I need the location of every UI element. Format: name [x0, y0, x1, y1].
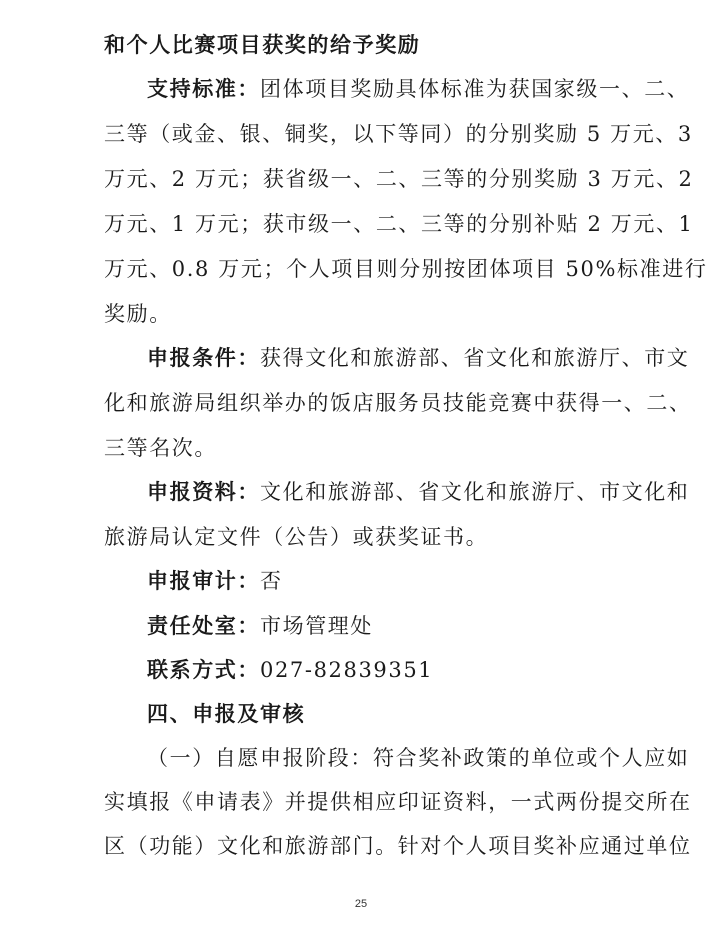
- paragraph-responsible-office: [147, 611, 618, 641]
- text-contact-phone: 027-82839351: [260, 658, 434, 682]
- body-line: [104, 787, 692, 817]
- paragraph-support-standard: [147, 74, 690, 104]
- label-contact: 联系方式：: [147, 658, 260, 682]
- body-line: [104, 831, 692, 861]
- label-application-materials: 申报资料：: [147, 480, 260, 504]
- body-text: 区（功能）文化和旅游部门。针对个人项目奖补应通过单位: [104, 834, 692, 858]
- page-number: 25: [354, 898, 368, 910]
- paragraph-voluntary-application: [147, 743, 690, 773]
- body-text: 三等名次。: [104, 436, 217, 460]
- paragraph-contact: [147, 655, 618, 685]
- text-application-materials: 文化和旅游部、省文化和旅游厅、市文化和: [260, 480, 690, 504]
- body-text: 万元、0.8 万元；个人项目则分别按团体项目 50%标准进行: [104, 257, 708, 281]
- label-responsible-office: 责任处室：: [147, 614, 260, 638]
- section-heading-text: 四、申报及审核: [147, 702, 306, 726]
- body-line: [104, 119, 693, 149]
- label-support-standard: 支持标准：: [147, 77, 260, 101]
- body-line: [104, 209, 694, 239]
- body-text: 万元、1 万元；获市级一、二、三等的分别补贴 2 万元、1: [104, 212, 694, 236]
- body-text: 实填报《申请表》并提供相应印证资料，一式两份提交所在: [104, 790, 692, 814]
- body-line: [104, 164, 694, 194]
- paragraph-application-conditions: [147, 343, 690, 373]
- body-text: 化和旅游局组织举办的饭店服务员技能竞赛中获得一、二、: [104, 391, 692, 415]
- paragraph-application-materials: [147, 477, 690, 507]
- text-audit: 否: [260, 569, 283, 593]
- body-text: 奖励。: [104, 302, 172, 326]
- label-audit: 申报审计：: [147, 569, 260, 593]
- heading-line-continued: [104, 30, 618, 60]
- text-responsible-office: 市场管理处: [260, 614, 373, 638]
- body-line: [104, 299, 618, 329]
- text-application-conditions: 获得文化和旅游部、省文化和旅游厅、市文: [260, 346, 690, 370]
- section-heading: [147, 699, 618, 729]
- body-text: 三等（或金、银、铜奖，以下等同）的分别奖励 5 万元、3: [104, 122, 693, 146]
- body-line: [104, 433, 618, 463]
- body-text: 万元、2 万元；获省级一、二、三等的分别奖励 3 万元、2: [104, 167, 694, 191]
- body-text: （一）自愿申报阶段：符合奖补政策的单位或个人应如: [147, 746, 690, 770]
- paragraph-audit: [147, 566, 618, 596]
- body-line: [104, 388, 692, 418]
- label-application-conditions: 申报条件：: [147, 346, 260, 370]
- text-support-standard: 团体项目奖励具体标准为获国家级一、二、: [260, 77, 690, 101]
- body-text: 旅游局认定文件（公告）或获奖证书。: [104, 525, 489, 549]
- body-line: [104, 254, 708, 284]
- heading-text: 和个人比赛项目获奖的给予奖励: [104, 33, 421, 57]
- body-line: [104, 522, 618, 552]
